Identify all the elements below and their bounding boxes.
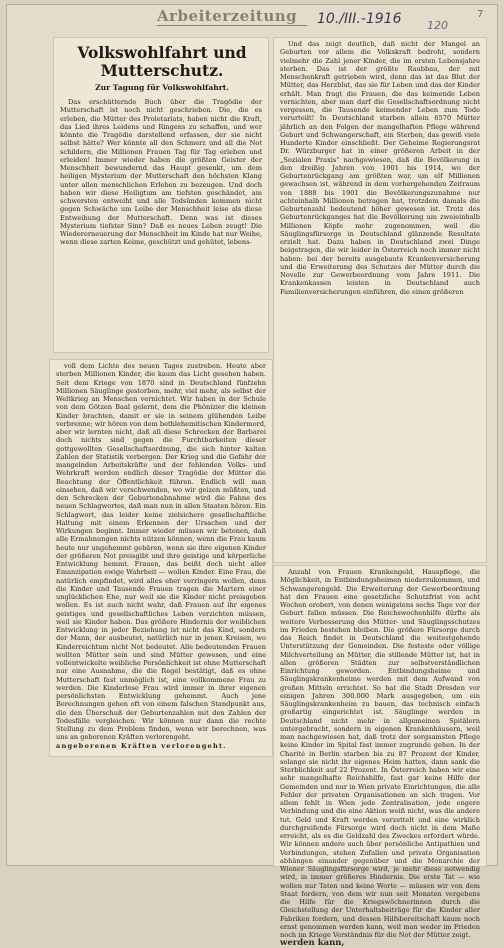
article-text: voll dem Lichte des neuen Tages zustreben. Heute aber sterben Millionen Kinder, die kaum das Licht gesehen haben. Seit dem Kriege von 1870 sind in Deutschland fünfzehn Millionen Säuglinge gestorben, mehr, viel mehr, als selbst der Weltkrieg an Menschen vernichtet. Wir haben in der Schule von dem Götzen Baal gelernt, dem die Phönizier die kleinen Kinder brachten, damit er sie in seinem glühenden Leibe verbrenne; wir hören von dem bethlehemitischen Kindermord, aber wir lernten nicht, daß all diese Schrecken der Barbarei doch nichts sind gegen die Furchtbarkeiten dieser gottgewollten Gesellschaftsordnung, die sich hinter kalten Zahlen der Statistik verbergen. Der Krieg und die Gefahr der mangelnden Arbeitskräfte und der fehlenden Volks- und Wehrkraft werden endlich dieser Tragödie der Mütter die Beachtung der Öffentlichkeit führen. Endlich will man einsehen, daß wir verschwenden, wo wir geizen müßten, und den Schrecken der Geburtenabnahme wird die Fahne des neuen Schlagwortes, daß man nun in allen Staaten hören. Ein Schlagwort, das leider keine zielsichere gesellschaftliche Haltung mit einem Erkennen der Ursachen und der Wirkungen beginnt. Immer wieder müssen wir betonen, daß alle Ermahnungen nichts nützen können, wenn die Frau kaum heute nur ungehemmt gebären, wenn sie ihre eigenen Kinder der größeren Not preisgibt und ihre geistige und körperliche Entwicklung hemmt. Frauen, das beißt doch nicht aller Emanzipation ewige Wahrheit — wollen Kinder. Eine Frau, die natürlich empfindet, wird alles eher verringern wollen, denn die Kinder und Tausende Frauen tragen die Martern einer unglücklichen Ehe, nur weil sie die Kinder nicht preisgeben wollen. Es ist auch nicht wahr, daß Frauen auf ihr eigenes geistiges und gesellschaftliches Leben verzichten müssen, weil sie Kinder haben. Das größere Hindernis der weiblichen Entwicklung in jeder Beziehung ist nicht das Kind, sondern der Mann, der ausbeutet, natürlich nur in jenen Kreisen, wo Kinderreichtum nicht Not bedeutet. Alle bedeutenden Frauen wollten Mütter sein und sind Mütter gewesen, und eine vollentwickelte weibliche Persönlichkeit ist ohne Mutterschaft nur eine Ausnahme, die die Regel bestätigt, daß es ohne Mutterschaft fast unmöglich ist, eine vollkommene Frau zu werden. Die Kinderlose Frau wird immer in ihrer eigenen persönlichsten Entwicklung gehemmt. Auch jene Berechnungen gehen oft von einem falschen Standpunkt aus, die den Überschuß der Geburtenzahlen mit den Zahlen der Todesfälle vergleichen. Wir können nur dann die rechte Stellung zu dem Problem finden, wenn wir berechnen, was uns an geborenen Kräften verlorengeht. [56, 362, 267, 742]
clipping-column-2-bottom [274, 566, 486, 948]
handwritten-mark: 7 [477, 9, 484, 20]
handwritten-date: 10./III.-1916 [317, 11, 402, 27]
article-headline: Volkswohlfahrt und Mutterschutz. [77, 43, 247, 80]
masthead: Arbeiterzeitung [157, 7, 298, 25]
article-text: Und das zeigt deutlich, daß nicht der Mangel an Geburten vor allem die Volkskraft bedroht, sondern vielmehr die Zahl jener Kinder, die im ersten Lebensjahre sterben. Das ist der größte Raubbau, der mit Menschenkraft getrieben wird, denn das ist das Blut der Mütter, das Herzblut, das sie für Leben und das der Kinder erhält. Man fragt die Frauen, die das keimende Leben vernichten, aber man darf die Gesellschaftsordnung nicht vergessen, die Tausende keimender Leben zum Tode verurteilt! In Deutschland starben allein 6570 Mütter jährlich an den Folgen der mangelhaften Pflege während Geburt und Schwangerschaft, ein Sterben, das gewiß viele Hunderte Kinder einschließt. Der Geheime Regierungsrat Dr. Würzburger hat in einer größeren Arbeit in der „Sozialen Praxis“ nachgewiesen, daß die Bevölkerung in den dreißig Jahren von 1901 bis 1914, wo der Geburtenrückgang am größten war, um elf Millionen gewachsen ist, während in dem vorhergehenden Zeitraum von 1888 bis 1901 die Bevölkerungszunahme nur achteinhalb Millionen betragen hat, trotzdem damals die Geburtenzahl bedeutend höher gewesen ist. Trotz des Geburtenrückganges hat die Bevölkerung um zweieinhalb Millionen Köpfe mehr zugenommen, weil die Säuglingsfürsorge in Deutschland glänzende Resultate erzielt hat. Dazu haben in Deutschland zwei Dinge beigetragen, die wir leider in Österreich noch immer nicht haben: bei der bereits ausgebaute Krankenversicherung und die Erweiterung des Schutzes der Mütter durch die Novelle zur Gewerbeordnung vom Jahre 1911. Die Krankenkassen leisten in Deutschland auch Familienversicherungen einführen, die einen größeren [280, 40, 480, 296]
article-text: Das erschütternde Buch über die Tragödie der Mutterschaft ist noch nicht geschrieben. Die, die es erleben, die Mütter des Proletariats, haben nicht die Kraft, das Lied ihres Leidens und Ringens zu schaffen, und wer könnte die Tragödie darstellend erfassen, der sie nicht selbst hätte? Wer könnte all den Schmerz und all die Not schildern, die Millionen Frauen Tag für Tag erleben und erleiden! Immer wieder haben die größten Geister der Menschheit bewundernd das Haupt gesenkt, um dem heiligen Mysterium der Mutterschaft den höchsten Klang unter allen menschlichen Erleben zu bezeugen. Und doch haben wir diese Heiligtum am tiefsten geschändet, am schwersten entweiht und alle Todsünden kommen nicht gegen Schwäche um Leibe der Menschheit leise als diese Entweihung der Mutterschaft. Denn was ist dieses Mysterium tiefster Sinn? Daß es neues Leben zeugt! Die Wiedererneuerung der Menschheit im Kinde hat nur Weihe, wenn diese zarten Keime, geschützt und gehütet, lebens- [60, 98, 262, 247]
article-emphasis: werden kann, [280, 938, 345, 948]
handwritten-number: 120 [427, 19, 448, 32]
masthead-underline [157, 25, 307, 26]
article-emphasis: angeborenen Kräften verlorengeht. [56, 741, 227, 750]
article-text: Anzahl von Frauen Krankengeld, Hauspflege, die Möglichkeit, in Entbindungsheimen niederzukommen, und Schwangerengeld. Die Erweiterung der Gewerbeordnung hat den Frauen eine gesetzliche Schutzfrist von acht Wochen erobert, von denen wenigstens sechs Tage vor der Geburt fallen müssen. Die Reichswochenhilfe dürfte als weitere Verbesserung des Mütter- und Säuglingsschutzes im Frieden bestehen bleiben. Die größere Fürsorge durch das Reich findet in Deutschland die weitestgehende Unterstützung der Gemeinden. Die festeste oder völlige Milchverteilung an Mütter, die stillende Mütter ist, hat in allen größeren Städten zur selbstverständlichen Einrichtung geworden. Entbindungsheime und Säuglingskrankenheime werden mit dem Aufwand von großen Mitteln errichtet. So hat die Stadt Dresden vor einigen Jahren 300.000 Mark ausgegeben, um ein Säuglingskrankenheim zu bauen, das technisch einfach großartig eingerichtet ist. Säuglinge werden in Deutschland nicht mehr in allgemeinen Spitälern untergebracht, sondern in eigenen Krankenhäusern, weil man nachgewiesen hat, daß trotz der sorgsamsten Pflege keine Kinder im Spital fast immer zugrunde gehen. In der Charité in Berlin starben bis zu 87 Prozent der Kinder, solange sie nicht ihr eigenes Heim hatten, dann sank die Sterblichkeit auf 22 Prozent. In Österreich haben wir eine sehr mangelhafte Reichshilfe, fast gar keine Hilfe der Gemeinden und nur in Wien private Einrichtungen, die alle Fehler der privaten Organisationen an sich tragen. Vor allem fehlt in Wien jede Zentralisation, jede engere Verbindung und die eine Aktion weiß nicht, was die andere tut. Geld und Kraft werden verzettelt und eine wirklich durchgreifende Fürsorge wird doch nicht in dem Maße erreicht, als es die Geldzahl des Zweckes erfordert würde. Wir können andere auch über persönliche Antipathien und Verbindungen, stehen Zufallen und private Organisation abhängen einander gegenüber und die Monarchie der Wiener Säuglingsfürsorge wird, je mehr diese notwendig wird, in immer größeres Hindernis. Die erste Tat — wie wollen nur Taten und keine Worte — müssen wir von dem Staat fordern, von dem wir nun seit Monaten vergebens die Hilfe für die Kriegswöchnerinnen durch die Gleichstellung der Unterhaltsbeiträge für die Kinder aller Fabriken fordern, und dessen Hilfsbereitschaft kaum noch ernst genommen werden kann, weil man weder im Frieden noch im Kriege Verständnis für die Not der Mütter zeigt. [280, 568, 480, 939]
clipping-column-1-bottom [50, 360, 272, 756]
clipping-column-2-top [274, 38, 486, 562]
clipping-column-1-top [54, 38, 268, 352]
article-subhead: Zur Tagung für Volkswohlfahrt. [95, 83, 229, 92]
